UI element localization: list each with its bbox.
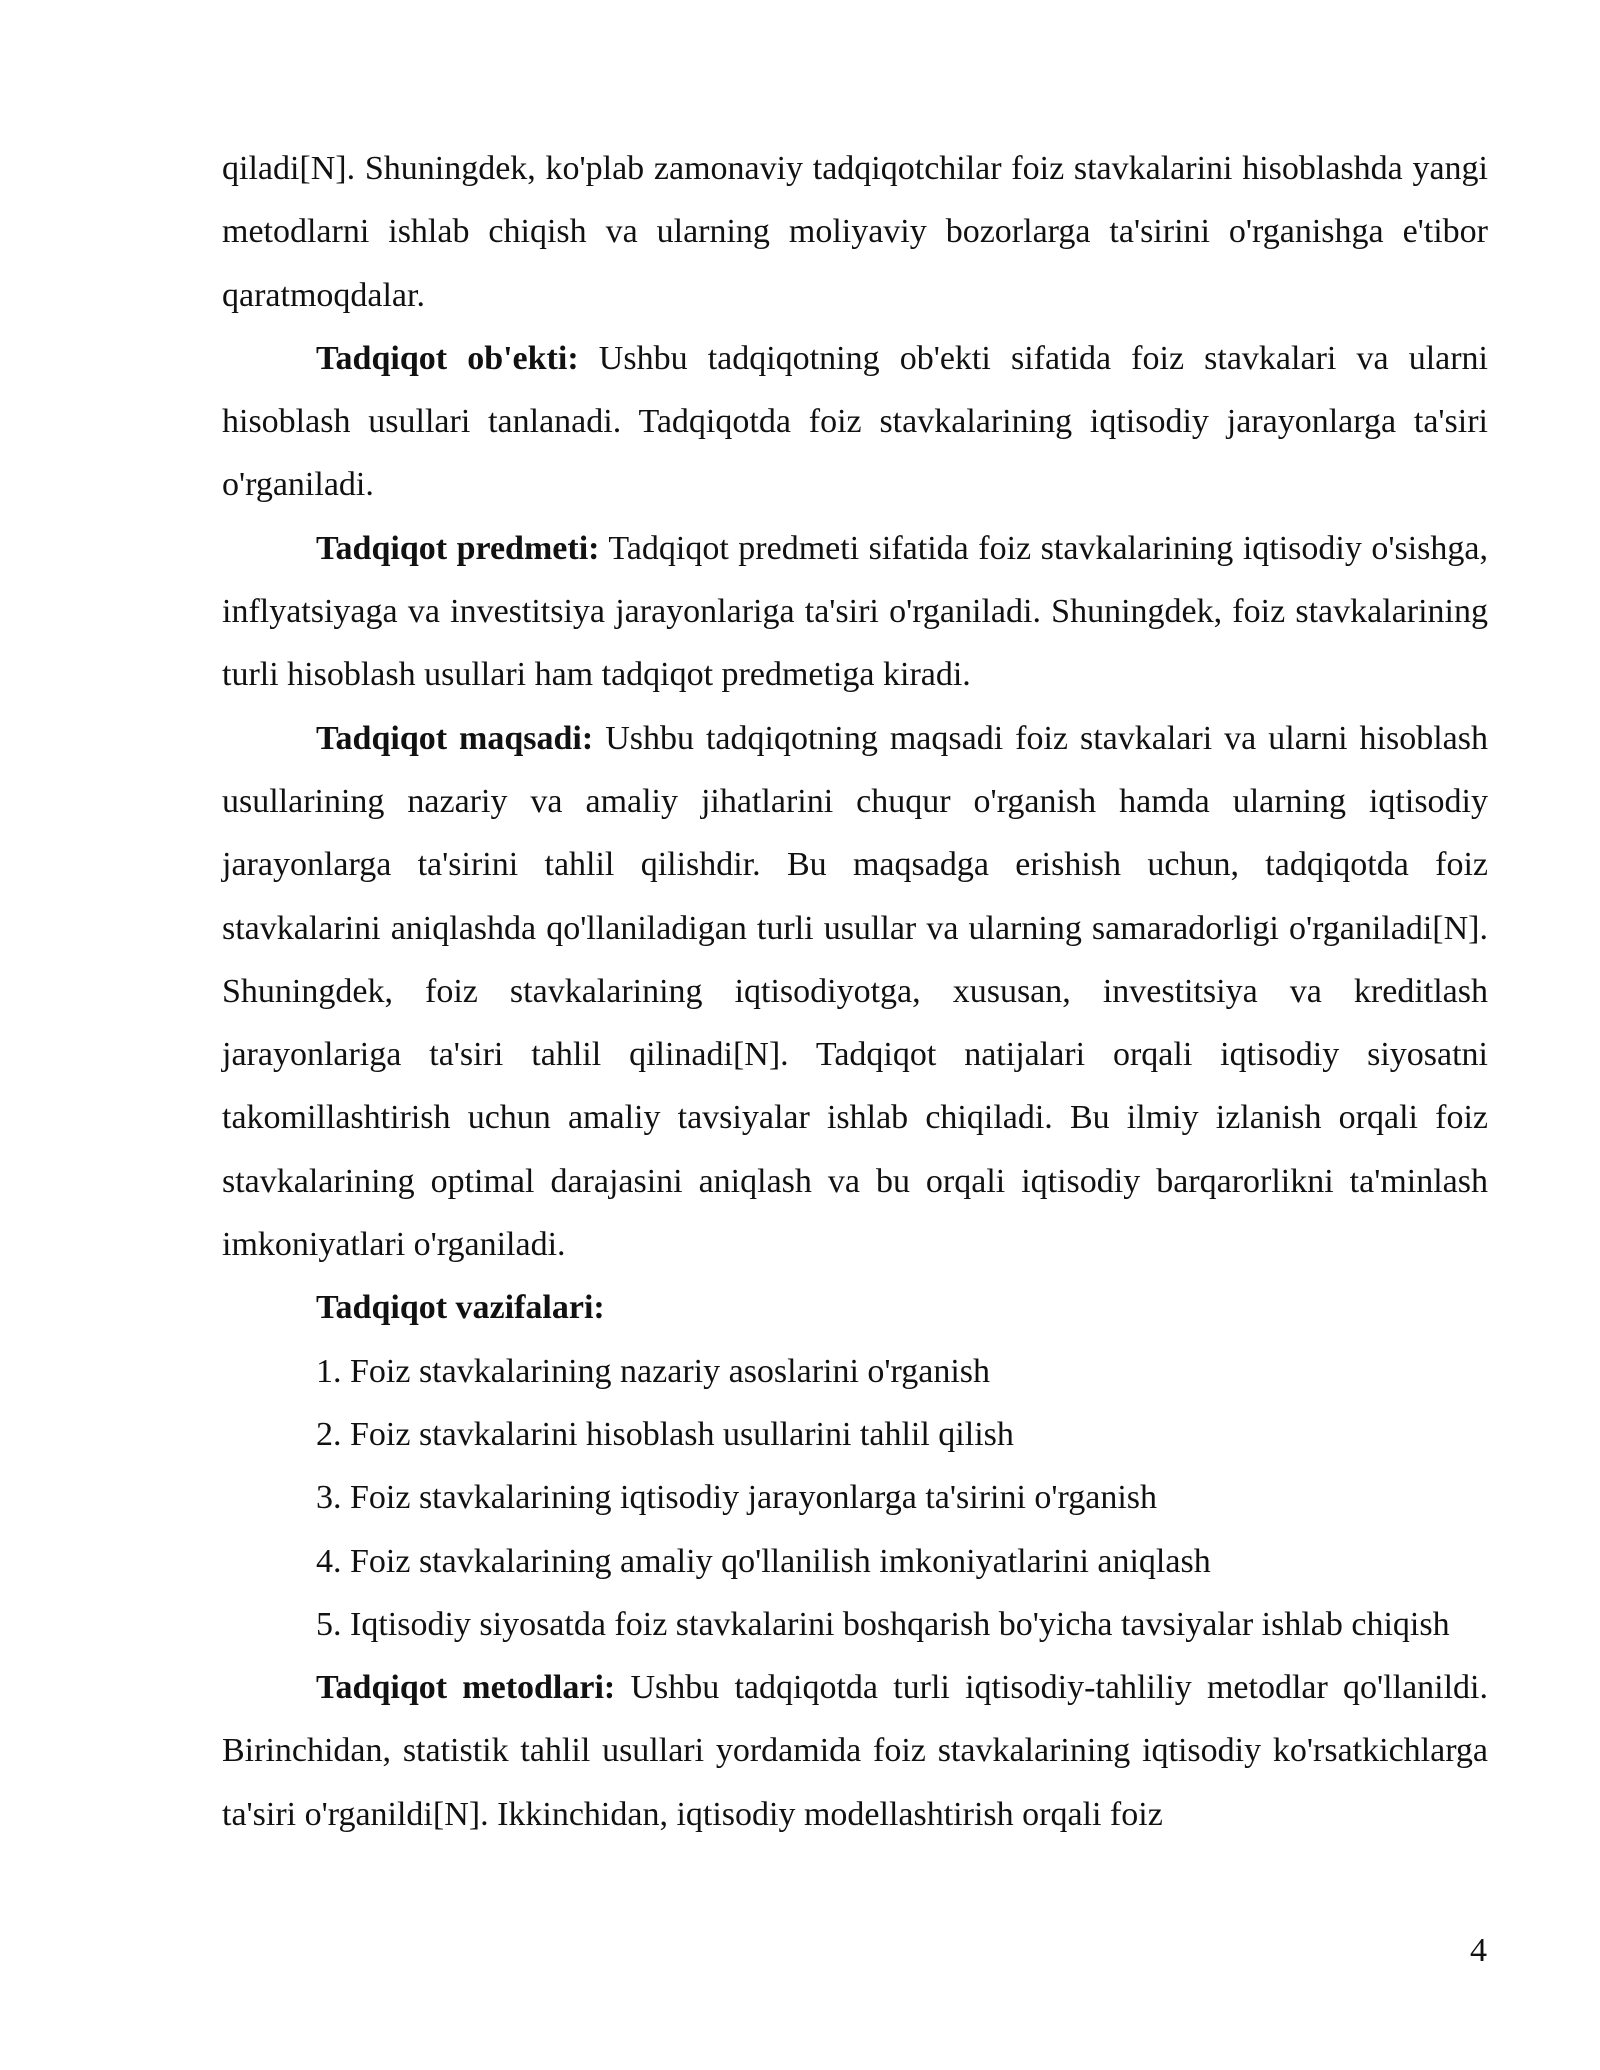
intro-paragraph: qiladi[N]. Shuningdek, ko'plab zamonaviy tadqiqotchilar foiz stavkalarini hisoblashda yangi metodlarni ishlab chiqish va ularning moliyaviy bozorlarga ta'sirini o'rganishga e'tibor qaratmoqdalar.: [222, 150, 1488, 314]
vazifa-item-5: 5. Iqtisodiy siyosatda foiz stavkalarini boshqarish bo'yicha tavsiyalar ishlab chiqish: [316, 1605, 1450, 1643]
document-page: [222, 137, 1488, 1846]
vazifa-item-4: 4. Foiz stavkalarining amaliy qo'llanilish imkoniyatlarini aniqlash: [316, 1542, 1211, 1580]
metodlar-label: Tadqiqot metodlari:: [316, 1669, 616, 1707]
predmet-paragraph: [222, 517, 1488, 707]
maqsad-label: Tadqiqot maqsadi:: [316, 719, 594, 757]
vazifa-item-1: 1. Foiz stavkalarining nazariy asoslarini o'rganish: [316, 1352, 991, 1390]
obekt-paragraph: [222, 327, 1488, 517]
predmet-label: Tadqiqot predmeti:: [316, 529, 600, 567]
vazifalar-label: Tadqiqot vazifalari:: [316, 1289, 605, 1327]
maqsad-text: Ushbu tadqiqotning maqsadi foiz stavkalari va ularni hisoblash usullarining nazariy va amaliy jihatlarini chuqur o'rganish hamda ularning iqtisodiy jarayonlarga ta'sirini tahlil qilishdir. Bu maqsadga erishish uchun, tadqiqotda foiz stavkalarini aniqlashda qo'llaniladigan turli usullar va ularning samaradorligi o'rganiladi[N]. Shuningdek, foiz stavkalarining iqtisodiyotga, xususan, investitsiya va kreditlash jarayonlariga ta'siri tahlil qilinadi[N]. Tadqiqot natijalari orqali iqtisodiy siyosatni takomillashtirish uchun amaliy tavsiyalar ishlab chiqiladi. Bu ilmiy izlanish orqali foiz stavkalarining optimal darajasini aniqlash va bu orqali iqtisodiy barqarorlikni ta'minlash imkoniyatlari o'rganiladi.: [222, 719, 1488, 1264]
maqsad-paragraph: [222, 707, 1488, 1277]
metodlar-text: Ushbu tadqiqotda turli iqtisodiy-tahliliy metodlar qo'llanildi. Birinchidan, statistik tahlil usullari yordamida foiz stavkalarining iqtisodiy ko'rsatkichlarga ta'siri o'rganildi[N]. Ikkinchidan, iqtisodiy modellashtirish orqali foiz: [222, 1669, 1488, 1833]
vazifa-item-3: 3. Foiz stavkalarining iqtisodiy jarayonlarga ta'sirini o'rganish: [316, 1479, 1158, 1517]
page-number: 4: [1470, 1932, 1487, 1969]
predmet-text: Tadqiqot predmeti sifatida foiz stavkalarining iqtisodiy o'sishga, inflyatsiyaga va investitsiya jarayonlariga ta'siri o'rganiladi. Shuningdek, foiz stavkalarining turli hisoblash usullari ham tadqiqot predmetiga kiradi.: [222, 529, 1488, 694]
vazifalar-heading: [222, 1276, 1488, 1339]
metodlar-paragraph: [222, 1656, 1488, 1846]
obekt-label: Tadqiqot ob'ekti:: [316, 339, 579, 377]
vazifa-item-2: 2. Foiz stavkalarini hisoblash usullarini tahlil qilish: [316, 1415, 1014, 1453]
obekt-text: Ushbu tadqiqotning ob'ekti sifatida foiz stavkalari va ularni hisoblash usullari tanlanadi. Tadqiqotda foiz stavkalarining iqtisodiy jarayonlarga ta'siri o'rganiladi.: [222, 339, 1489, 504]
